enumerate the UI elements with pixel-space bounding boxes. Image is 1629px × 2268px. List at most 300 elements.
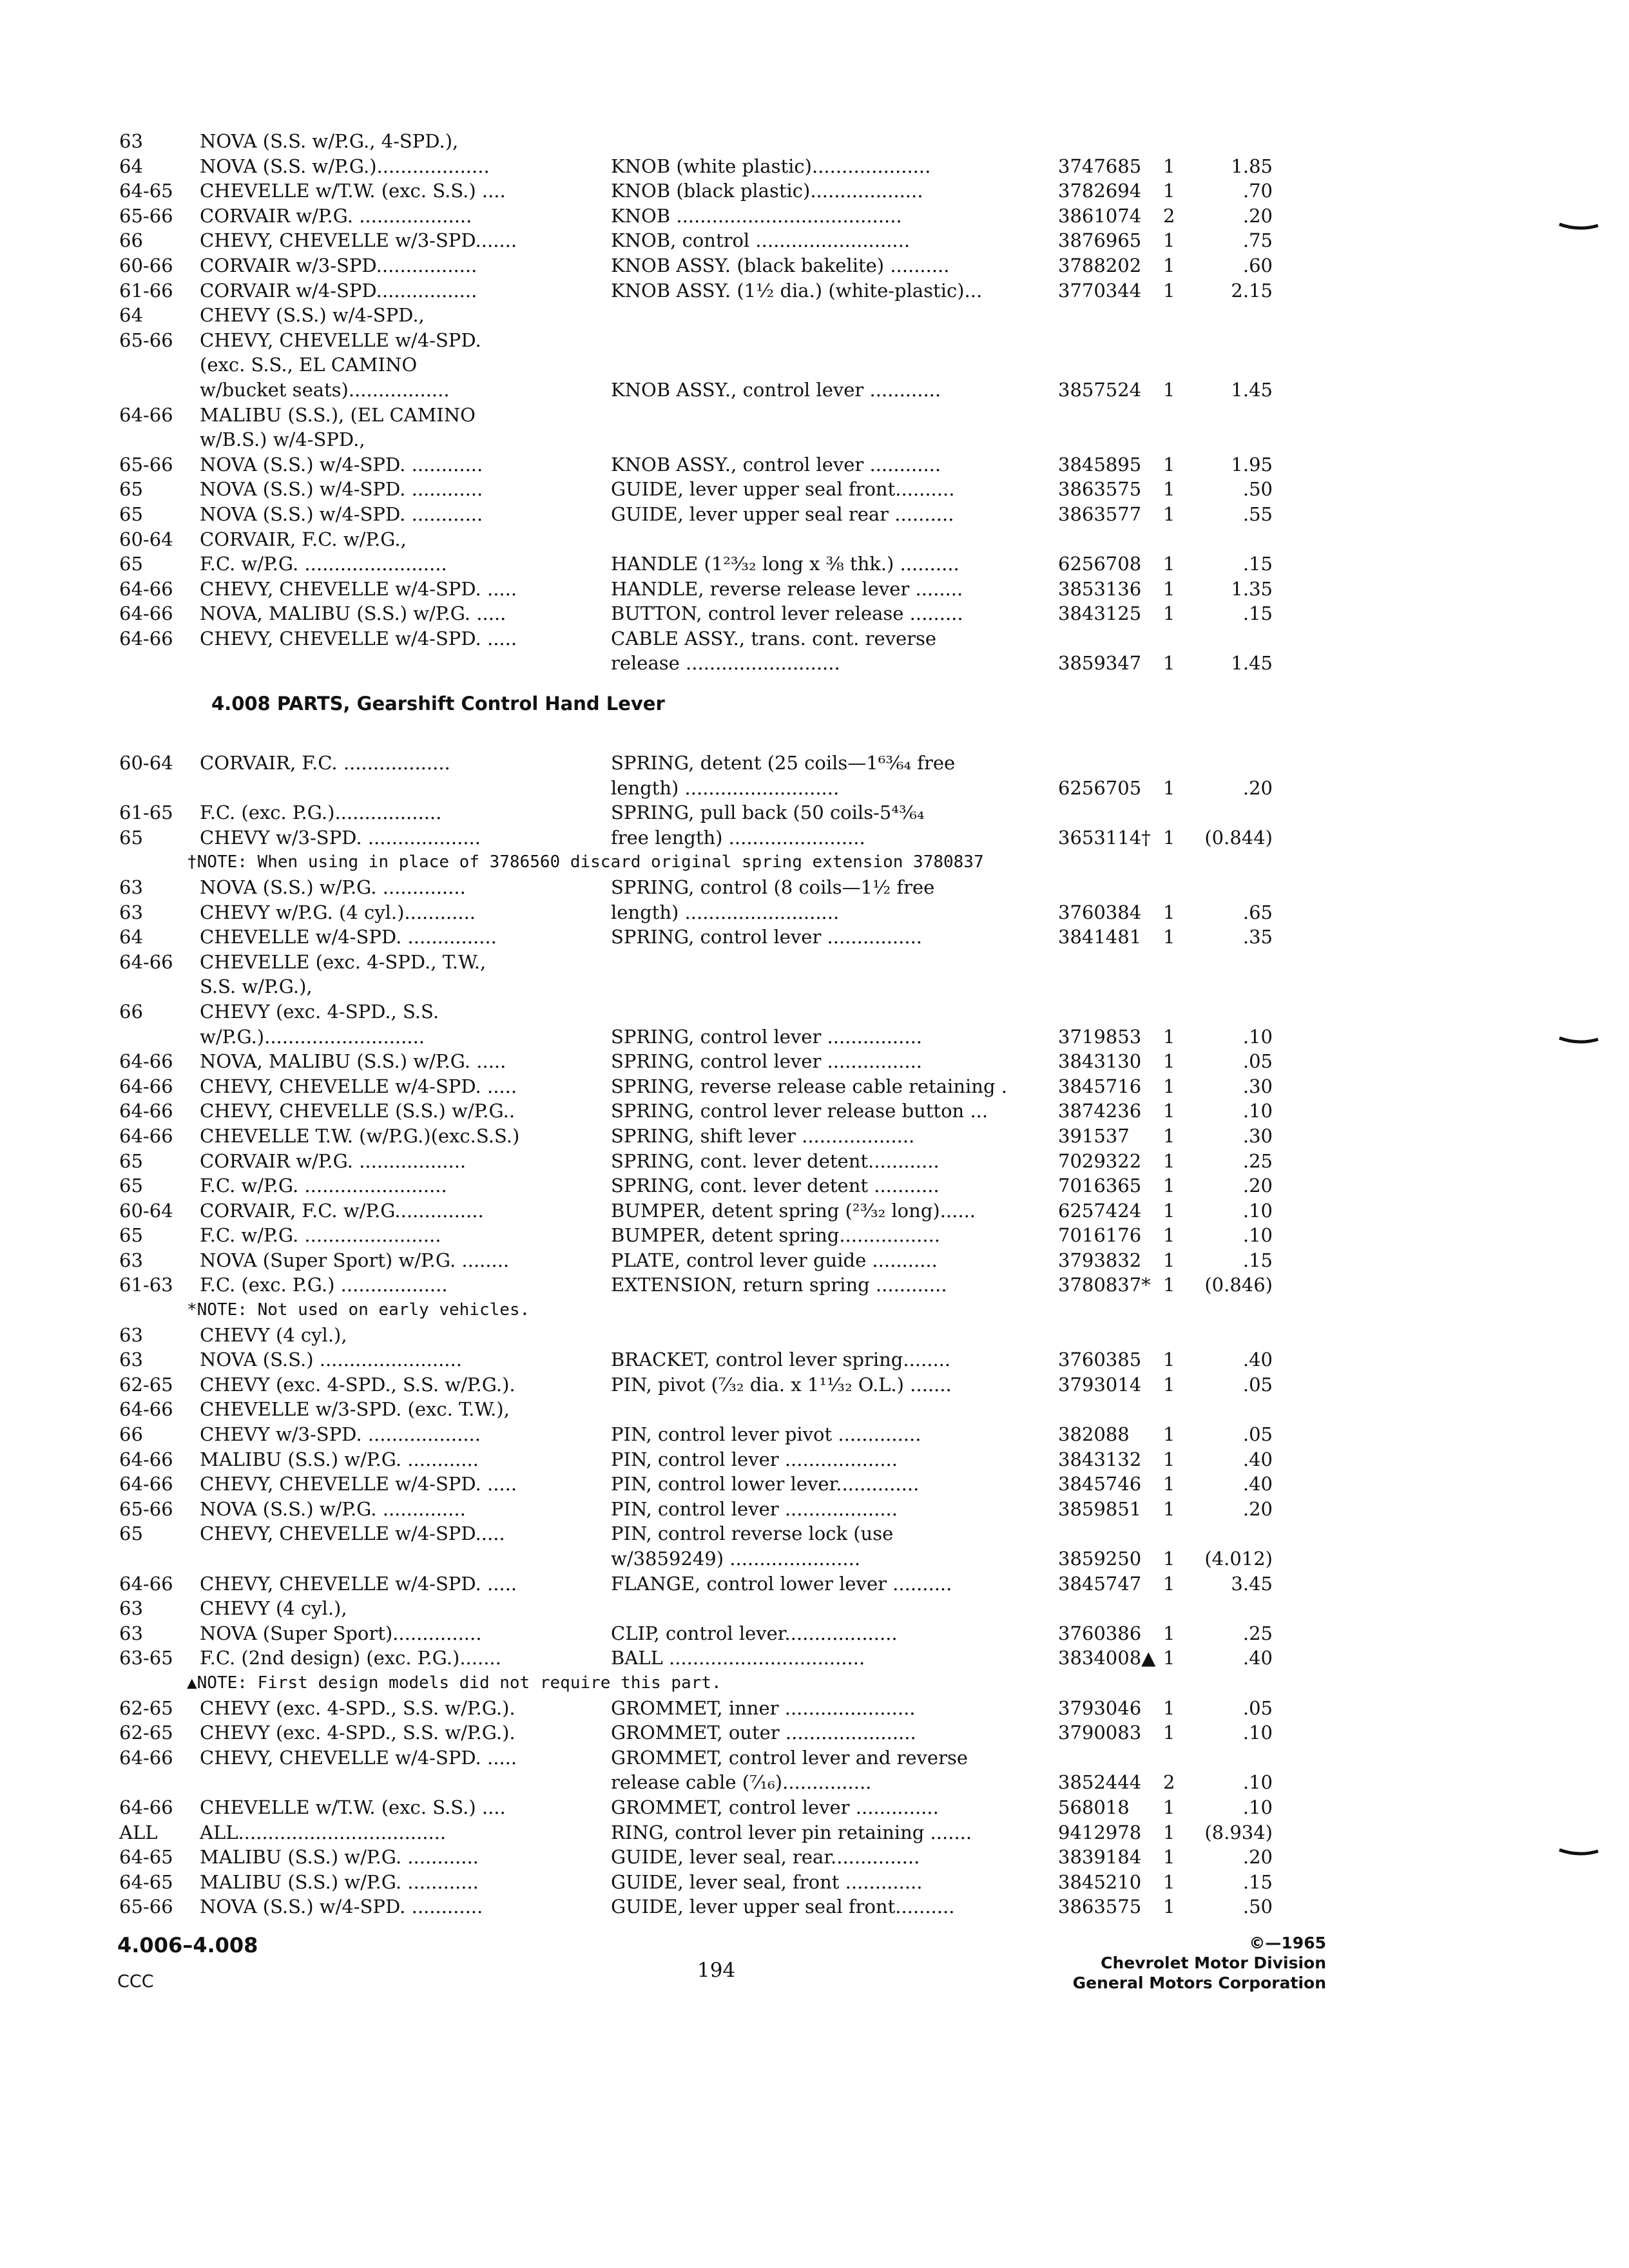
model-cell: CORVAIR w/3-SPD................. <box>200 254 477 276</box>
description-cell: GROMMET, inner ...................... <box>611 1696 916 1719</box>
description-cell: KNOB ...................................... <box>611 204 902 227</box>
model-cell: CHEVELLE T.W. (w/P.G.)(exc.S.S.) <box>200 1124 520 1147</box>
year-cell: 64-65 <box>119 1870 173 1893</box>
model-cell: w/P.G.)........................... <box>200 1025 425 1048</box>
year-cell: 64-66 <box>119 1473 173 1495</box>
description-cell: KNOB (white plastic).................... <box>611 155 931 177</box>
model-cell: F.C. (exc. P.G.).................. <box>200 802 442 824</box>
description-cell: free length) ....................... <box>611 826 865 849</box>
model-cell: CHEVY, CHEVELLE w/4-SPD. <box>200 329 481 351</box>
price-cell: .25 <box>1242 1622 1273 1644</box>
description-cell: GROMMET, control lever .............. <box>611 1796 939 1818</box>
quantity-cell: 2 <box>1163 204 1175 227</box>
model-cell: CORVAIR w/4-SPD................. <box>200 279 477 302</box>
model-cell: MALIBU (S.S.) w/P.G. ............ <box>200 1448 479 1470</box>
quantity-cell: 1 <box>1163 926 1175 948</box>
part-number-cell: 3760384 <box>1058 901 1142 923</box>
part-number-cell: 3839184 <box>1058 1846 1142 1869</box>
model-cell: CHEVY, CHEVELLE w/4-SPD. ..... <box>200 1746 517 1769</box>
model-cell: CHEVELLE w/4-SPD. ............... <box>200 926 497 948</box>
model-cell: NOVA (S.S.) w/4-SPD. ............ <box>200 478 483 501</box>
year-cell: 66 <box>119 1000 143 1023</box>
year-cell: 65 <box>119 1175 143 1197</box>
part-number-cell: 568018 <box>1058 1796 1130 1818</box>
price-cell: .15 <box>1242 1249 1273 1271</box>
price-cell: .10 <box>1242 1025 1273 1048</box>
quantity-cell: 1 <box>1163 1473 1175 1495</box>
part-number-cell: 3760385 <box>1058 1349 1142 1371</box>
model-cell: NOVA (S.S.) w/4-SPD. ............ <box>200 453 483 476</box>
year-cell: 64-66 <box>119 627 173 649</box>
model-cell: CHEVY, CHEVELLE w/4-SPD. ..... <box>200 627 517 649</box>
quantity-cell: 1 <box>1163 1647 1175 1669</box>
part-number-cell: 3857524 <box>1058 378 1142 401</box>
year-cell: 60-64 <box>119 752 173 774</box>
description-cell: BUMPER, detent spring................. <box>611 1224 941 1247</box>
price-cell: .70 <box>1242 180 1273 202</box>
year-cell: 64-66 <box>119 950 173 973</box>
year-cell: 65 <box>119 826 143 849</box>
quantity-cell: 1 <box>1163 1870 1175 1893</box>
part-number-cell: 3852444 <box>1058 1771 1142 1794</box>
part-number-cell: 382088 <box>1058 1423 1130 1446</box>
year-cell: ALL <box>119 1821 158 1843</box>
price-cell: .15 <box>1242 553 1273 575</box>
part-number-cell: 3841481 <box>1058 926 1142 948</box>
page-number: 194 <box>697 1959 736 1982</box>
description-cell: KNOB ASSY., control lever ............ <box>611 453 941 476</box>
quantity-cell: 1 <box>1163 453 1175 476</box>
quantity-cell: 1 <box>1163 553 1175 575</box>
model-cell: NOVA (Super Sport)............... <box>200 1622 482 1644</box>
quantity-cell: 1 <box>1163 1349 1175 1371</box>
quantity-cell: 1 <box>1163 1100 1175 1122</box>
description-cell: BUMPER, detent spring (²³⁄₃₂ long)...... <box>611 1199 976 1222</box>
description-cell: release .......................... <box>611 652 840 675</box>
year-cell: 64-66 <box>119 1746 173 1769</box>
year-cell: 63 <box>119 1249 143 1271</box>
price-cell: .20 <box>1242 1846 1273 1869</box>
model-cell: NOVA (S.S.) w/P.G. .............. <box>200 1497 466 1520</box>
part-number-cell: 3845210 <box>1058 1870 1142 1893</box>
price-cell: .05 <box>1242 1050 1273 1073</box>
price-cell: .10 <box>1242 1100 1273 1122</box>
part-number-cell: 7029322 <box>1058 1149 1142 1172</box>
price-cell: .05 <box>1242 1423 1273 1446</box>
price-cell: 1.35 <box>1231 577 1273 600</box>
part-number-cell: 3843125 <box>1058 602 1142 625</box>
model-cell: CHEVY w/P.G. (4 cyl.)............ <box>200 901 476 923</box>
quantity-cell: 1 <box>1163 1423 1175 1446</box>
quantity-cell: 1 <box>1163 1249 1175 1271</box>
model-cell: F.C. (2nd design) (exc. P.G.)....... <box>200 1647 501 1669</box>
price-cell: .10 <box>1242 1796 1273 1818</box>
price-cell: .60 <box>1242 254 1273 276</box>
year-cell: 65-66 <box>119 204 173 227</box>
description-cell: SPRING, control lever ................ <box>611 1050 923 1073</box>
description-cell: HANDLE (1²³⁄₃₂ long x ⅜ thk.) .......... <box>611 553 959 575</box>
model-cell: F.C. w/P.G. ........................ <box>200 1175 447 1197</box>
model-cell: MALIBU (S.S.), (EL CAMINO <box>200 403 476 426</box>
quantity-cell: 1 <box>1163 180 1175 202</box>
year-cell: 64-66 <box>119 403 173 426</box>
description-cell: BRACKET, control lever spring........ <box>611 1349 951 1371</box>
quantity-cell: 1 <box>1163 1050 1175 1073</box>
publisher-block <box>1073 1933 1326 1993</box>
part-number-cell: 6256705 <box>1058 776 1142 799</box>
quantity-cell: 1 <box>1163 254 1175 276</box>
quantity-cell: 1 <box>1163 1149 1175 1172</box>
model-cell: CHEVELLE w/T.W. (exc. S.S.) .... <box>200 1796 506 1818</box>
year-cell: 63 <box>119 1597 143 1620</box>
price-cell: 1.85 <box>1231 155 1273 177</box>
quantity-cell: 1 <box>1163 1224 1175 1247</box>
binder-hole-mark-icon <box>1558 1036 1599 1045</box>
year-cell: 64-66 <box>119 1796 173 1818</box>
year-cell: 63 <box>119 1323 143 1346</box>
price-cell: (8.934) <box>1204 1821 1273 1843</box>
price-cell: .20 <box>1242 1175 1273 1197</box>
price-cell: .25 <box>1242 1149 1273 1172</box>
price-cell: 2.15 <box>1231 279 1273 302</box>
catalog-code: CCC <box>117 1972 154 1992</box>
model-cell: CHEVY, CHEVELLE (S.S.) w/P.G.. <box>200 1100 516 1122</box>
description-cell: PIN, control lower lever.............. <box>611 1473 920 1495</box>
quantity-cell: 1 <box>1163 478 1175 501</box>
part-number-cell: 7016365 <box>1058 1175 1142 1197</box>
model-cell: CHEVY, CHEVELLE w/4-SPD. ..... <box>200 1473 517 1495</box>
price-cell: (4.012) <box>1204 1548 1273 1570</box>
part-number-cell: 3790083 <box>1058 1722 1142 1744</box>
part-number-cell: 3845895 <box>1058 453 1142 476</box>
quantity-cell: 1 <box>1163 1175 1175 1197</box>
description-cell: FLANGE, control lower lever .......... <box>611 1572 952 1595</box>
year-cell: 64-66 <box>119 1050 173 1073</box>
price-cell: .10 <box>1242 1224 1273 1247</box>
price-cell: .50 <box>1242 1896 1273 1918</box>
quantity-cell: 1 <box>1163 577 1175 600</box>
model-cell: CORVAIR w/P.G. .................. <box>200 1149 467 1172</box>
quantity-cell: 1 <box>1163 1373 1175 1396</box>
model-cell: CHEVY (exc. 4-SPD., S.S. w/P.G.). <box>200 1696 516 1719</box>
year-cell: 65 <box>119 553 143 575</box>
year-cell: 63 <box>119 130 143 152</box>
quantity-cell: 1 <box>1163 776 1175 799</box>
price-cell: (0.844) <box>1204 826 1273 849</box>
section-heading: 4.008 PARTS, Gearshift Control Hand Lever <box>211 693 665 715</box>
model-cell: F.C. w/P.G. ........................ <box>200 553 447 575</box>
quantity-cell: 2 <box>1163 1771 1175 1794</box>
part-number-cell: 3793014 <box>1058 1373 1142 1396</box>
year-cell: 64-66 <box>119 1398 173 1421</box>
year-cell: 65 <box>119 1149 143 1172</box>
section-range: 4.006–4.008 <box>117 1933 258 1957</box>
model-cell: CORVAIR w/P.G. ................... <box>200 204 472 227</box>
year-cell: 65-66 <box>119 1896 173 1918</box>
year-cell: 64-66 <box>119 1572 173 1595</box>
quantity-cell: 1 <box>1163 1696 1175 1719</box>
description-cell: BALL ................................. <box>611 1647 865 1669</box>
part-number-cell: 3747685 <box>1058 155 1142 177</box>
price-cell: .20 <box>1242 1497 1273 1520</box>
copyright: ©—1965 <box>1249 1934 1326 1952</box>
year-cell: 65 <box>119 478 143 501</box>
quantity-cell: 1 <box>1163 1796 1175 1818</box>
part-number-cell: 3863575 <box>1058 1896 1142 1918</box>
model-cell: F.C. w/P.G. ....................... <box>200 1224 441 1247</box>
quantity-cell: 1 <box>1163 1622 1175 1644</box>
year-cell: 64-66 <box>119 1448 173 1470</box>
description-cell: CLIP, control lever................... <box>611 1622 898 1644</box>
year-cell: 62-65 <box>119 1373 173 1396</box>
description-cell: GUIDE, lever upper seal rear .......... <box>611 503 954 525</box>
quantity-cell: 1 <box>1163 1199 1175 1222</box>
part-number-cell: 3853136 <box>1058 577 1142 600</box>
model-cell: CHEVY, CHEVELLE w/4-SPD. ..... <box>200 1572 517 1595</box>
price-cell: .30 <box>1242 1075 1273 1097</box>
description-cell: SPRING, pull back (50 coils-5⁴³⁄₆₄ <box>611 802 925 824</box>
model-cell: MALIBU (S.S.) w/P.G. ............ <box>200 1870 479 1893</box>
description-cell: SPRING, control lever ................ <box>611 1025 923 1048</box>
description-cell: GROMMET, outer ...................... <box>611 1722 916 1744</box>
year-cell: 64 <box>119 926 143 948</box>
model-cell: F.C. (exc. P.G.) .................. <box>200 1274 448 1296</box>
model-cell: CHEVY, CHEVELLE w/4-SPD. ..... <box>200 577 517 600</box>
year-cell: 64-65 <box>119 180 173 202</box>
year-cell: 64-66 <box>119 577 173 600</box>
part-number-cell: 3770344 <box>1058 279 1142 302</box>
model-cell: CHEVY w/3-SPD. ................... <box>200 826 481 849</box>
description-cell: PIN, control lever ................... <box>611 1448 898 1470</box>
price-cell: .05 <box>1242 1696 1273 1719</box>
footnote-text: ▲NOTE: First design models did not require this part. <box>187 1673 722 1693</box>
model-cell: CHEVY (4 cyl.), <box>200 1597 347 1620</box>
part-number-cell: 3845746 <box>1058 1473 1142 1495</box>
model-cell: CHEVELLE w/3-SPD. (exc. T.W.), <box>200 1398 510 1421</box>
year-cell: 65 <box>119 1523 143 1545</box>
year-cell: 62-65 <box>119 1696 173 1719</box>
quantity-cell: 1 <box>1163 378 1175 401</box>
quantity-cell: 1 <box>1163 602 1175 625</box>
model-cell: CHEVY, CHEVELLE w/4-SPD..... <box>200 1523 505 1545</box>
price-cell: .40 <box>1242 1448 1273 1470</box>
model-cell: ALL................................... <box>200 1821 447 1843</box>
price-cell: 1.45 <box>1231 652 1273 675</box>
year-cell: 63-65 <box>119 1647 173 1669</box>
part-number-cell: 3843132 <box>1058 1448 1142 1470</box>
description-cell: EXTENSION, return spring ............ <box>611 1274 947 1296</box>
price-cell: .10 <box>1242 1722 1273 1744</box>
price-cell: .50 <box>1242 478 1273 501</box>
division-name: Chevrolet Motor Division <box>1101 1954 1326 1972</box>
part-number-cell: 3863577 <box>1058 503 1142 525</box>
price-cell: .65 <box>1242 901 1273 923</box>
quantity-cell: 1 <box>1163 279 1175 302</box>
description-cell: BUTTON, control lever release ......... <box>611 602 963 625</box>
price-cell: .40 <box>1242 1647 1273 1669</box>
model-cell: NOVA, MALIBU (S.S.) w/P.G. ..... <box>200 602 506 625</box>
quantity-cell: 1 <box>1163 1124 1175 1147</box>
quantity-cell: 1 <box>1163 1821 1175 1843</box>
part-number-cell: 6256708 <box>1058 553 1142 575</box>
price-cell: .55 <box>1242 503 1273 525</box>
description-cell: HANDLE, reverse release lever ........ <box>611 577 963 600</box>
price-cell: .20 <box>1242 776 1273 799</box>
part-number-cell: 3859250 <box>1058 1548 1142 1570</box>
quantity-cell: 1 <box>1163 652 1175 675</box>
model-cell: CHEVY (4 cyl.), <box>200 1323 347 1346</box>
price-cell: 1.95 <box>1231 453 1273 476</box>
model-cell: CHEVELLE w/T.W. (exc. S.S.) .... <box>200 180 506 202</box>
year-cell: 61-66 <box>119 279 173 302</box>
part-number-cell: 6257424 <box>1058 1199 1142 1222</box>
part-number-cell: 3863575 <box>1058 478 1142 501</box>
description-cell: GUIDE, lever upper seal front.......... <box>611 478 955 501</box>
model-cell: NOVA (S.S.) ........................ <box>200 1349 462 1371</box>
year-cell: 63 <box>119 901 143 923</box>
price-cell: .15 <box>1242 602 1273 625</box>
part-number-cell: 3760386 <box>1058 1622 1142 1644</box>
part-number-cell: 3845716 <box>1058 1075 1142 1097</box>
year-cell: 63 <box>119 1622 143 1644</box>
description-cell: SPRING, reverse release cable retaining . <box>611 1075 1007 1097</box>
part-number-cell: 3876965 <box>1058 229 1142 252</box>
description-cell: release cable (⁷⁄₁₆)............... <box>611 1771 872 1794</box>
description-cell: GUIDE, lever seal, front ............. <box>611 1870 923 1893</box>
model-cell: CHEVY (exc. 4-SPD., S.S. w/P.G.). <box>200 1373 516 1396</box>
year-cell: 63 <box>119 1349 143 1371</box>
description-cell: GROMMET, control lever and reverse <box>611 1746 968 1769</box>
quantity-cell: 1 <box>1163 1548 1175 1570</box>
footnote-text: *NOTE: Not used on early vehicles. <box>187 1300 530 1320</box>
model-cell: CHEVY (S.S.) w/4-SPD., <box>200 304 425 327</box>
model-cell: NOVA (S.S.) w/4-SPD. ............ <box>200 1896 483 1918</box>
part-number-cell: 3653114† <box>1058 826 1151 849</box>
binder-hole-mark-icon <box>1558 1848 1599 1857</box>
part-number-cell: 3874236 <box>1058 1100 1142 1122</box>
year-cell: 64 <box>119 155 143 177</box>
model-cell: NOVA (S.S.) w/P.G. .............. <box>200 876 466 898</box>
model-cell: w/B.S.) w/4-SPD., <box>200 428 365 451</box>
price-cell: (0.846) <box>1204 1274 1273 1296</box>
model-cell: CORVAIR, F.C. w/P.G............... <box>200 1199 484 1222</box>
model-cell: NOVA (S.S.) w/4-SPD. ............ <box>200 503 483 525</box>
description-cell: length) .......................... <box>611 776 840 799</box>
description-cell: SPRING, shift lever ................... <box>611 1124 915 1147</box>
model-cell: NOVA (Super Sport) w/P.G. ........ <box>200 1249 510 1271</box>
model-cell: CHEVY, CHEVELLE w/3-SPD....... <box>200 229 517 252</box>
year-cell: 60-64 <box>119 1199 173 1222</box>
price-cell: .10 <box>1242 1199 1273 1222</box>
year-cell: 61-63 <box>119 1274 173 1296</box>
quantity-cell: 1 <box>1163 1846 1175 1869</box>
description-cell: PIN, control lever pivot .............. <box>611 1423 921 1446</box>
model-cell: MALIBU (S.S.) w/P.G. ............ <box>200 1846 479 1869</box>
part-number-cell: 3859851 <box>1058 1497 1142 1520</box>
model-cell: w/bucket seats)................. <box>200 378 450 401</box>
description-cell: KNOB (black plastic)................... <box>611 180 923 202</box>
part-number-cell: 7016176 <box>1058 1224 1142 1247</box>
description-cell: PIN, control lever ................... <box>611 1497 898 1520</box>
price-cell: 1.45 <box>1231 378 1273 401</box>
price-cell: .05 <box>1242 1373 1273 1396</box>
description-cell: CABLE ASSY., trans. cont. reverse <box>611 627 937 649</box>
quantity-cell: 1 <box>1163 1572 1175 1595</box>
part-number-cell: 3788202 <box>1058 254 1142 276</box>
model-cell: CHEVY (exc. 4-SPD., S.S. w/P.G.). <box>200 1722 516 1744</box>
model-cell: NOVA (S.S. w/P.G.)................... <box>200 155 490 177</box>
model-cell: CHEVY, CHEVELLE w/4-SPD. ..... <box>200 1075 517 1097</box>
part-number-cell: 3793046 <box>1058 1696 1142 1719</box>
model-cell: CHEVY w/3-SPD. ................... <box>200 1423 481 1446</box>
year-cell: 65 <box>119 1224 143 1247</box>
description-cell: KNOB ASSY. (1½ dia.) (white-plastic)... <box>611 279 983 302</box>
description-cell: PIN, control reverse lock (use <box>611 1523 894 1545</box>
description-cell: SPRING, control lever ................ <box>611 926 923 948</box>
corporation-name: General Motors Corporation <box>1072 1974 1326 1992</box>
year-cell: 65-66 <box>119 329 173 351</box>
part-number-cell: 3719853 <box>1058 1025 1142 1048</box>
price-cell: .40 <box>1242 1473 1273 1495</box>
part-number-cell: 3845747 <box>1058 1572 1142 1595</box>
price-cell: .30 <box>1242 1124 1273 1147</box>
description-cell: RING, control lever pin retaining ....... <box>611 1821 972 1843</box>
year-cell: 63 <box>119 876 143 898</box>
description-cell: length) .......................... <box>611 901 840 923</box>
description-cell: KNOB ASSY. (black bakelite) .......... <box>611 254 950 276</box>
year-cell: 64 <box>119 304 143 327</box>
year-cell: 66 <box>119 1423 143 1446</box>
quantity-cell: 1 <box>1163 503 1175 525</box>
quantity-cell: 1 <box>1163 1075 1175 1097</box>
quantity-cell: 1 <box>1163 901 1175 923</box>
year-cell: 64-65 <box>119 1846 173 1869</box>
price-cell: 3.45 <box>1231 1572 1273 1595</box>
part-number-cell: 3861074 <box>1058 204 1142 227</box>
year-cell: 66 <box>119 229 143 252</box>
price-cell: .15 <box>1242 1870 1273 1893</box>
quantity-cell: 1 <box>1163 229 1175 252</box>
model-cell: CHEVY (exc. 4-SPD., S.S. <box>200 1000 439 1023</box>
model-cell: S.S. w/P.G.), <box>200 975 313 998</box>
model-cell: CORVAIR, F.C. w/P.G., <box>200 528 407 550</box>
model-cell: CHEVELLE (exc. 4-SPD., T.W., <box>200 950 487 973</box>
year-cell: 64-66 <box>119 602 173 625</box>
year-cell: 60-64 <box>119 528 173 550</box>
part-number-cell: 3859347 <box>1058 652 1142 675</box>
price-cell: .75 <box>1242 229 1273 252</box>
model-cell: CORVAIR, F.C. .................. <box>200 752 450 774</box>
price-cell: .10 <box>1242 1771 1273 1794</box>
part-number-cell: 3843130 <box>1058 1050 1142 1073</box>
part-number-cell: 391537 <box>1058 1124 1130 1147</box>
description-cell: KNOB, control .......................... <box>611 229 911 252</box>
part-number-cell: 3793832 <box>1058 1249 1142 1271</box>
description-cell: SPRING, control (8 coils—1½ free <box>611 876 935 898</box>
description-cell: PIN, pivot (⁷⁄₃₂ dia. x 1¹¹⁄₃₂ O.L.) ....... <box>611 1373 952 1396</box>
quantity-cell: 1 <box>1163 1448 1175 1470</box>
quantity-cell: 1 <box>1163 1722 1175 1744</box>
description-cell: GUIDE, lever seal, rear............... <box>611 1846 920 1869</box>
quantity-cell: 1 <box>1163 826 1175 849</box>
price-cell: .20 <box>1242 204 1273 227</box>
quantity-cell: 1 <box>1163 1896 1175 1918</box>
quantity-cell: 1 <box>1163 1497 1175 1520</box>
year-cell: 65-66 <box>119 1497 173 1520</box>
part-number-cell: 3834008▲ <box>1058 1647 1156 1669</box>
model-cell: (exc. S.S., EL CAMINO <box>200 354 418 376</box>
year-cell: 64-66 <box>119 1100 173 1122</box>
